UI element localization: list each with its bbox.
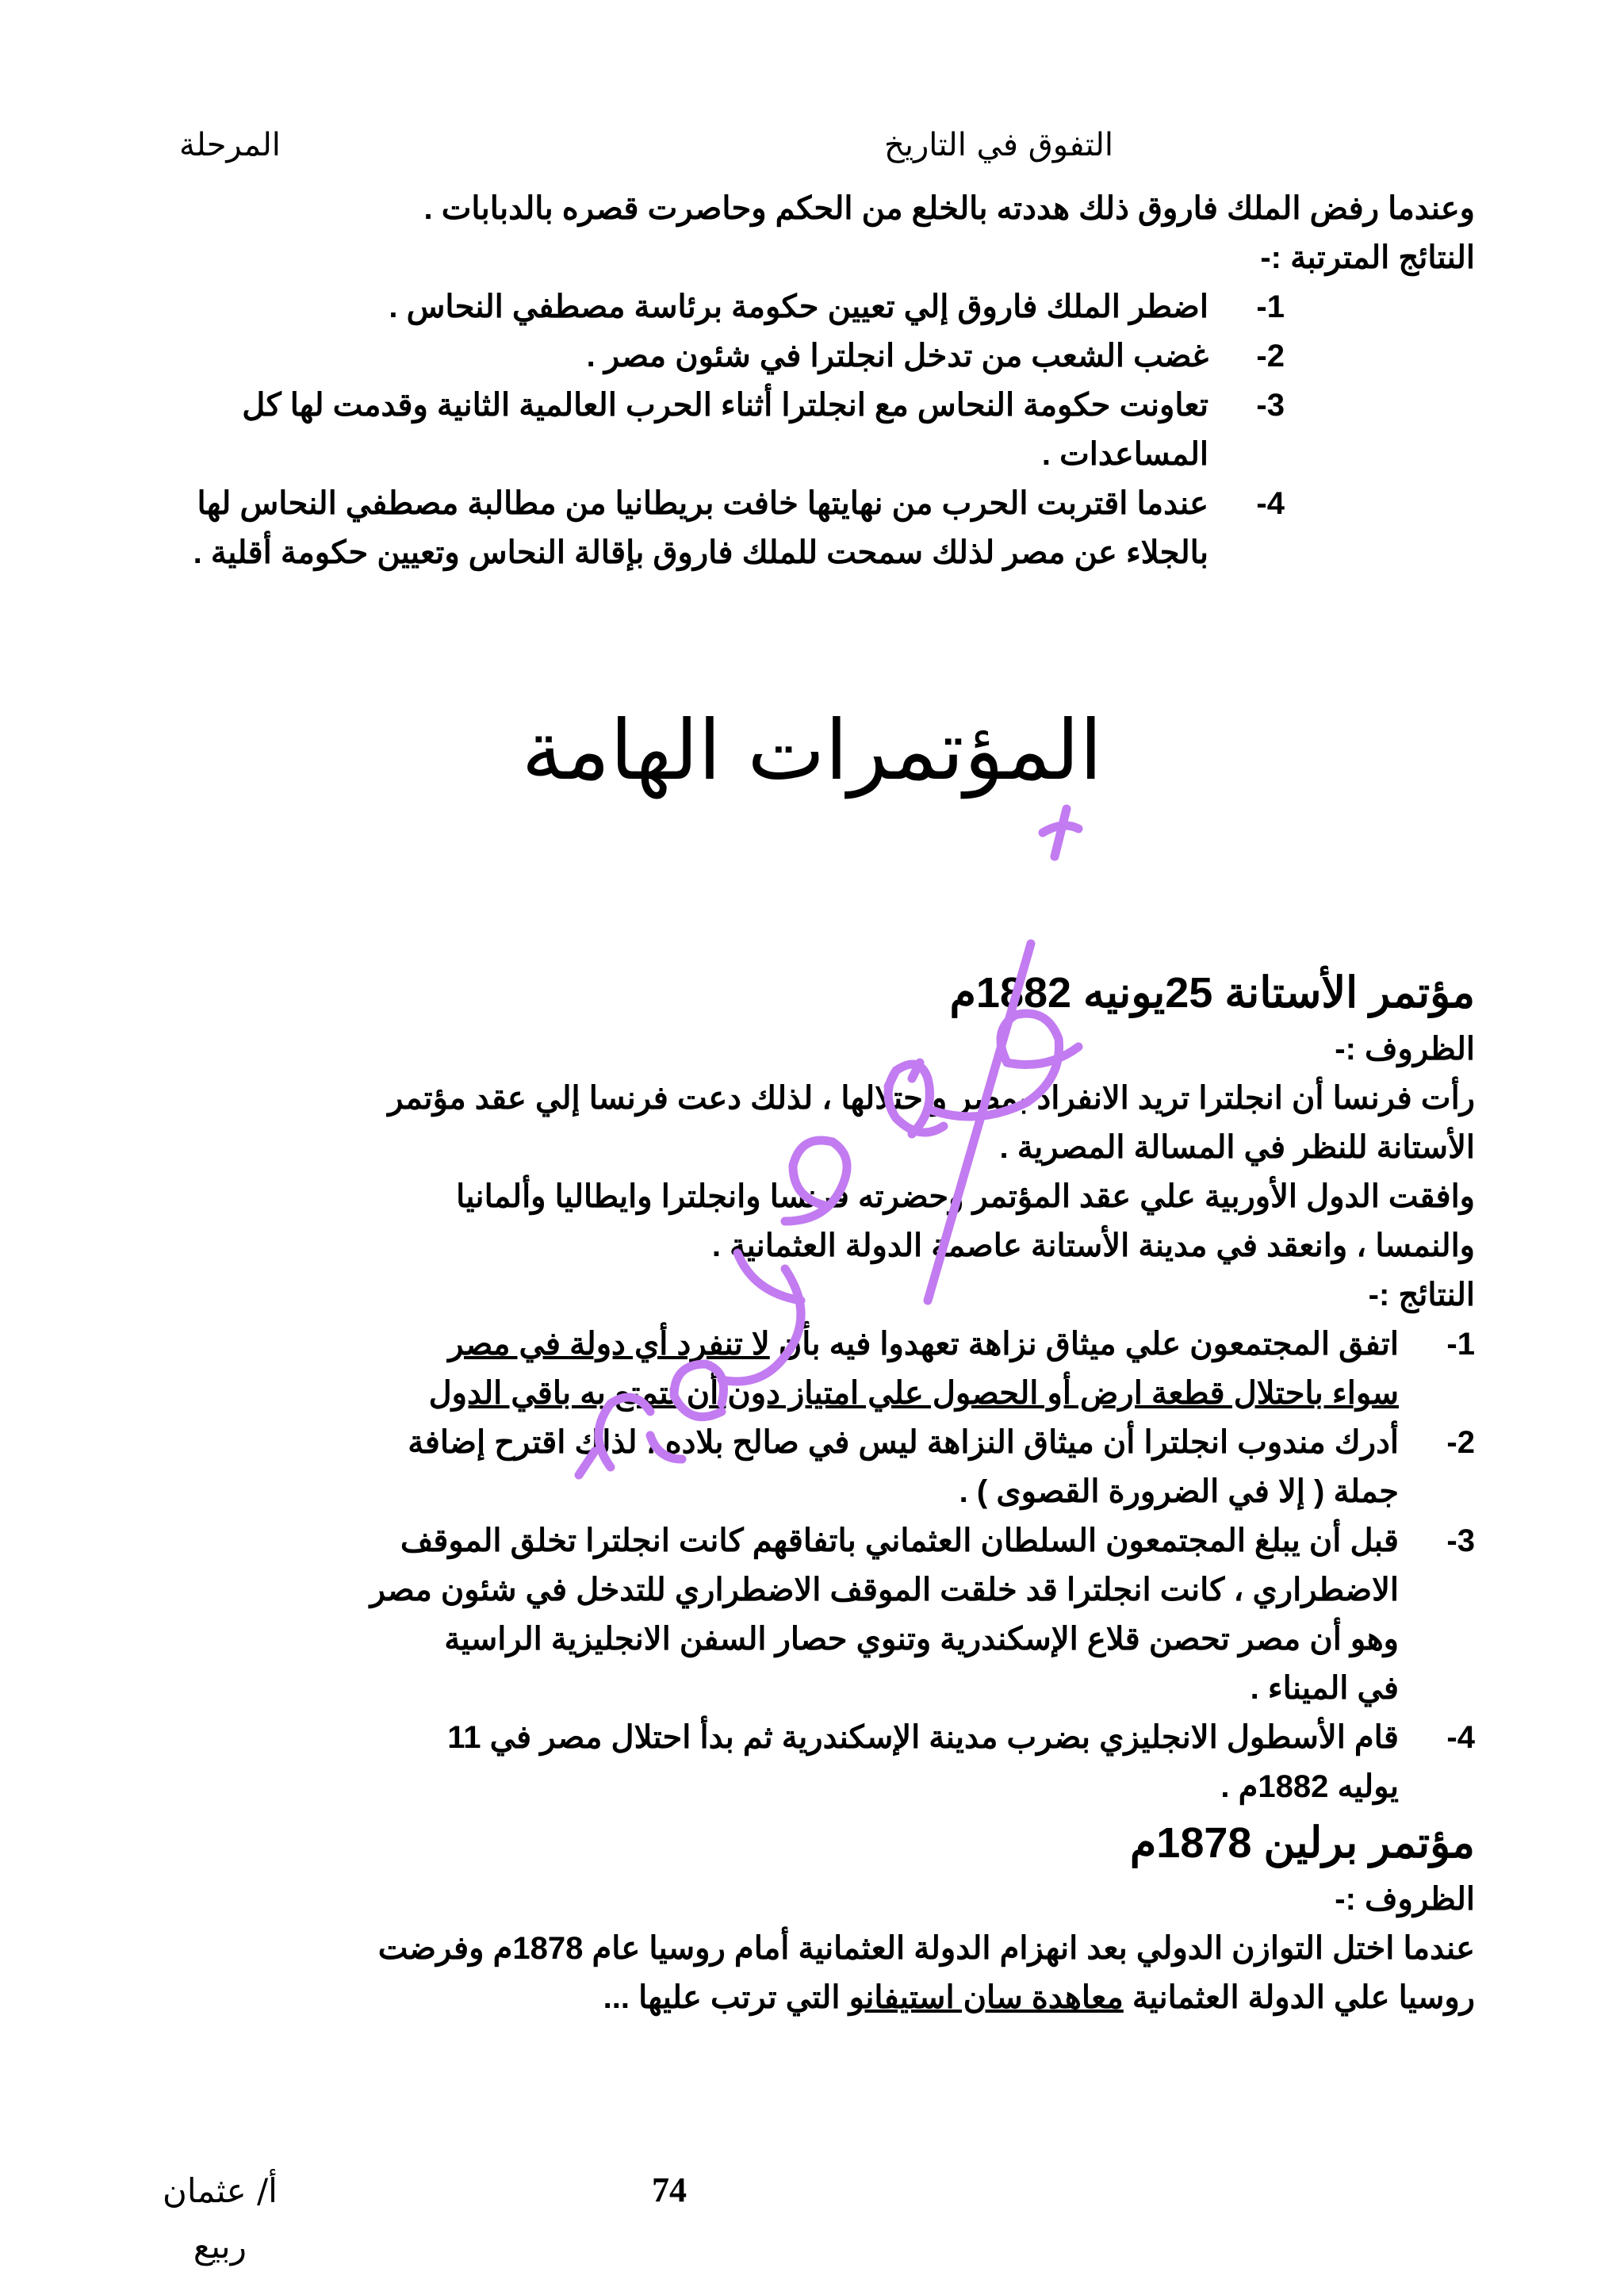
paragraph-line: وافقت الدول الأوربية علي عقد المؤتمر وحضرته فرنسا وانجلترا وايطاليا وألمانيا bbox=[456, 1179, 1475, 1214]
list-number: -4 bbox=[1256, 486, 1285, 521]
footer-author bbox=[163, 2163, 278, 2274]
page-number: 74 bbox=[652, 2170, 687, 2209]
circumstances-heading: الظروف :- bbox=[1335, 1032, 1475, 1067]
text-plain: روسيا علي الدولة العثمانية bbox=[1123, 1980, 1475, 2015]
results-list bbox=[159, 1320, 1475, 1811]
text-plain: اتفق المجتمعون علي ميثاق نزاهة تعهدوا فيه بأن bbox=[769, 1327, 1399, 1362]
list-number: -3 bbox=[1446, 1523, 1475, 1558]
list-text: اضطر الملك فاروق إلي تعيين حكومة برئاسة مصطفي النحاس . bbox=[389, 289, 1208, 324]
results-heading: النتائج :- bbox=[1368, 1278, 1475, 1312]
list-number: -1 bbox=[1446, 1327, 1475, 1362]
list-text: أدرك مندوب انجلترا أن ميثاق النزاهة ليس في صالح بلاده ، لذلك اقترح إضافة bbox=[408, 1425, 1399, 1460]
list-text bbox=[159, 1320, 1399, 1369]
list-item bbox=[159, 381, 1285, 479]
list-number: -1 bbox=[1256, 289, 1285, 324]
list-text: قبل أن يبلغ المجتمعون السلطان العثماني باتفاقهم كانت انجلترا تخلق الموقف bbox=[400, 1523, 1399, 1558]
astana-conference-section bbox=[159, 961, 1475, 2022]
list-text: يوليه 1882م . bbox=[1220, 1769, 1399, 1804]
list-text: المساعدات . bbox=[1041, 437, 1208, 472]
list-text: غضب الشعب من تدخل انجلترا في شئون مصر . bbox=[586, 339, 1208, 374]
list-text: عندما اقتربت الحرب من نهايتها خافت بريطانيا من مطالبة مصطفي النحاس لها bbox=[197, 486, 1208, 521]
list-number: -4 bbox=[1446, 1720, 1475, 1755]
paragraph-line: عندما اختل التوازن الدولي بعد انهزام الدولة العثمانية أمام روسيا عام 1878م وفرضت bbox=[377, 1931, 1475, 1966]
intro-line: وعندما رفض الملك فاروق ذلك هددته بالخلع من الحكم وحاصرت قصره بالدبابات . bbox=[423, 191, 1475, 226]
list-number: -2 bbox=[1446, 1425, 1475, 1460]
list-item bbox=[159, 1713, 1475, 1811]
text-underlined: سواء باحتلال قطعة ارض أو الحصول علي امتياز دون أن تتمتع به باقي الدول bbox=[428, 1376, 1399, 1411]
paragraph-line: والنمسا ، وانعقد في مدينة الأستانة عاصمة الدولة العثمانية . bbox=[711, 1228, 1475, 1263]
paragraph-line: رأت فرنسا أن انجلترا تريد الانفراد بمصر واحتلالها ، لذلك دعت فرنسا إلي عقد مؤتمر bbox=[388, 1081, 1475, 1116]
circumstances-heading: الظروف :- bbox=[1335, 1882, 1475, 1917]
header-stage-label: المرحلة bbox=[179, 127, 281, 163]
main-title: المؤتمرات الهامة bbox=[521, 702, 1103, 799]
list-item bbox=[159, 1418, 1475, 1516]
top-section bbox=[159, 184, 1475, 577]
text-plain: التي ترتب عليها ... bbox=[603, 1980, 849, 2015]
results-list bbox=[159, 282, 1285, 577]
berlin-conference-title: مؤتمر برلين 1878م bbox=[1129, 1819, 1475, 1867]
list-number: -3 bbox=[1256, 388, 1285, 423]
list-text: تعاونت حكومة النحاس مع انجلترا أثناء الحرب العالمية الثانية وقدمت لها كل bbox=[242, 388, 1208, 423]
list-number: -2 bbox=[1256, 339, 1285, 374]
list-text: قام الأسطول الانجليزي بضرب مدينة الإسكندرية ثم بدأ احتلال مصر في 11 bbox=[447, 1720, 1399, 1755]
list-text: جملة ( إلا في الضرورة القصوى ) . bbox=[959, 1474, 1399, 1509]
text-underlined: معاهدة سان استيفانو bbox=[848, 1980, 1124, 2015]
list-item bbox=[159, 1320, 1475, 1418]
author-name-line1: أ/ عثمان bbox=[163, 2171, 278, 2210]
list-item bbox=[159, 282, 1285, 331]
text-underlined: لا تنفرد أي دولة في مصر bbox=[448, 1327, 770, 1362]
header-subject-title: التفوق في التاريخ bbox=[884, 127, 1114, 163]
list-item bbox=[159, 331, 1285, 381]
paragraph-line bbox=[159, 1973, 1475, 2022]
watermark-stroke bbox=[1043, 809, 1078, 856]
results-heading: النتائج المترتبة :- bbox=[1260, 240, 1475, 275]
list-text: بالجلاء عن مصر لذلك سمحت للملك فاروق بإقالة النحاس وتعيين حكومة أقلية . bbox=[193, 535, 1208, 570]
list-text: الاضطراري ، كانت انجلترا قد خلقت الموقف الاضطراري للتدخل في شئون مصر bbox=[370, 1573, 1399, 1607]
paragraph-line: الأستانة للنظر في المسالة المصرية . bbox=[999, 1130, 1475, 1165]
list-item bbox=[159, 479, 1285, 577]
list-text: في الميناء . bbox=[1250, 1671, 1399, 1706]
list-text: وهو أن مصر تحصن قلاع الإسكندرية وتنوي حصار السفن الانجليزية الراسية bbox=[444, 1622, 1399, 1657]
list-item bbox=[159, 1516, 1475, 1713]
astana-conference-title: مؤتمر الأستانة 25يونيه 1882م bbox=[949, 969, 1475, 1017]
author-name-line2: ربيع bbox=[193, 2227, 247, 2266]
